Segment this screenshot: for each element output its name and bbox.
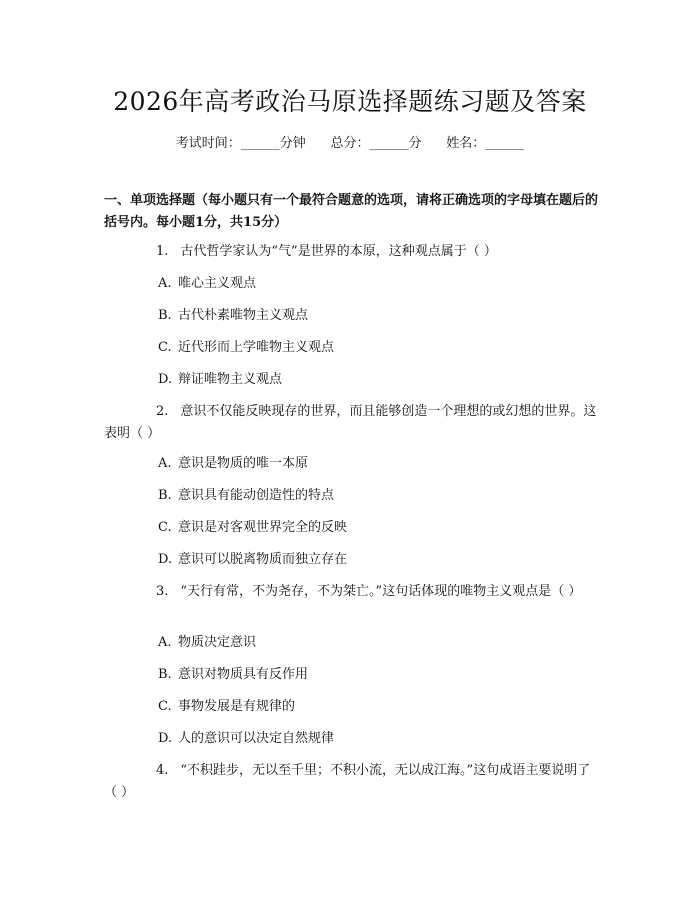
option-text: 意识是对客观世界完全的反映 — [178, 520, 348, 535]
option-letter: B. — [158, 488, 172, 503]
question-1-option-b — [158, 306, 598, 326]
option-text: 近代形而上学唯物主义观点 — [178, 340, 335, 355]
option-text: 物质决定意识 — [178, 635, 257, 650]
option-letter: D. — [158, 552, 173, 567]
question-2-option-a — [158, 454, 598, 474]
option-text: 人的意识可以决定自然规律 — [178, 731, 335, 746]
option-text: 唯心主义观点 — [178, 276, 257, 291]
question-text: “不积跬步，无以至千里；不积小流，无以成江海。”这句成语主要说明了（ ） — [104, 763, 591, 800]
option-letter: D. — [158, 372, 173, 387]
question-text: “天行有常，不为尧存，不为桀亡。”这句话体现的唯物主义观点是（ ） — [180, 584, 582, 599]
option-text: 意识对物质具有反作用 — [178, 667, 309, 682]
question-text: 古代哲学家认为“气”是世界的本原，这种观点属于（ ） — [180, 244, 497, 259]
question-1-option-d — [158, 370, 598, 390]
question-3-option-b — [158, 665, 598, 685]
question-3-option-a — [158, 633, 598, 653]
option-letter: A. — [158, 456, 172, 471]
question-number: 3. — [156, 584, 169, 599]
question-4 — [104, 760, 600, 804]
question-1-option-a — [158, 274, 598, 294]
question-3-option-d — [158, 729, 598, 749]
option-letter: C. — [158, 340, 172, 355]
question-number: 2. — [156, 404, 169, 419]
question-2 — [104, 401, 600, 445]
section-heading-single-choice: 一、单项选择题（每小题只有一个最符合题意的选项，请将正确选项的字母填在题后的括号内。每小题1分，共15分） — [104, 193, 599, 230]
question-1 — [104, 241, 600, 263]
question-2-option-d — [158, 550, 598, 570]
question-number: 1. — [156, 244, 169, 259]
option-text: 意识可以脱离物质而独立存在 — [178, 552, 348, 567]
question-2-option-b — [158, 486, 598, 506]
option-letter: B. — [158, 667, 172, 682]
question-text: 意识不仅能反映现存的世界，而且能够创造一个理想的或幻想的世界。这表明（ ） — [104, 404, 597, 441]
question-3-option-c — [158, 697, 598, 717]
option-letter: D. — [158, 731, 173, 746]
question-2-option-c — [158, 518, 598, 538]
option-letter: A. — [158, 635, 172, 650]
option-text: 意识具有能动创造性的特点 — [178, 488, 335, 503]
option-letter: B. — [158, 308, 172, 323]
option-letter: C. — [158, 520, 172, 535]
document-title: 2026年高考政治马原选择题练习题及答案 — [113, 87, 587, 116]
option-letter: C. — [158, 699, 172, 714]
question-1-option-c — [158, 338, 598, 358]
question-number: 4. — [156, 763, 169, 778]
option-text: 古代朴素唯物主义观点 — [178, 308, 309, 323]
option-text: 事物发展是有规律的 — [178, 699, 296, 714]
option-text: 意识是物质的唯一本原 — [178, 456, 309, 471]
exam-info-line: 考试时间：______分钟 总分：______分 姓名：______ — [175, 136, 525, 151]
option-text: 辩证唯物主义观点 — [178, 372, 283, 387]
option-letter: A. — [158, 276, 172, 291]
question-3 — [104, 581, 600, 603]
